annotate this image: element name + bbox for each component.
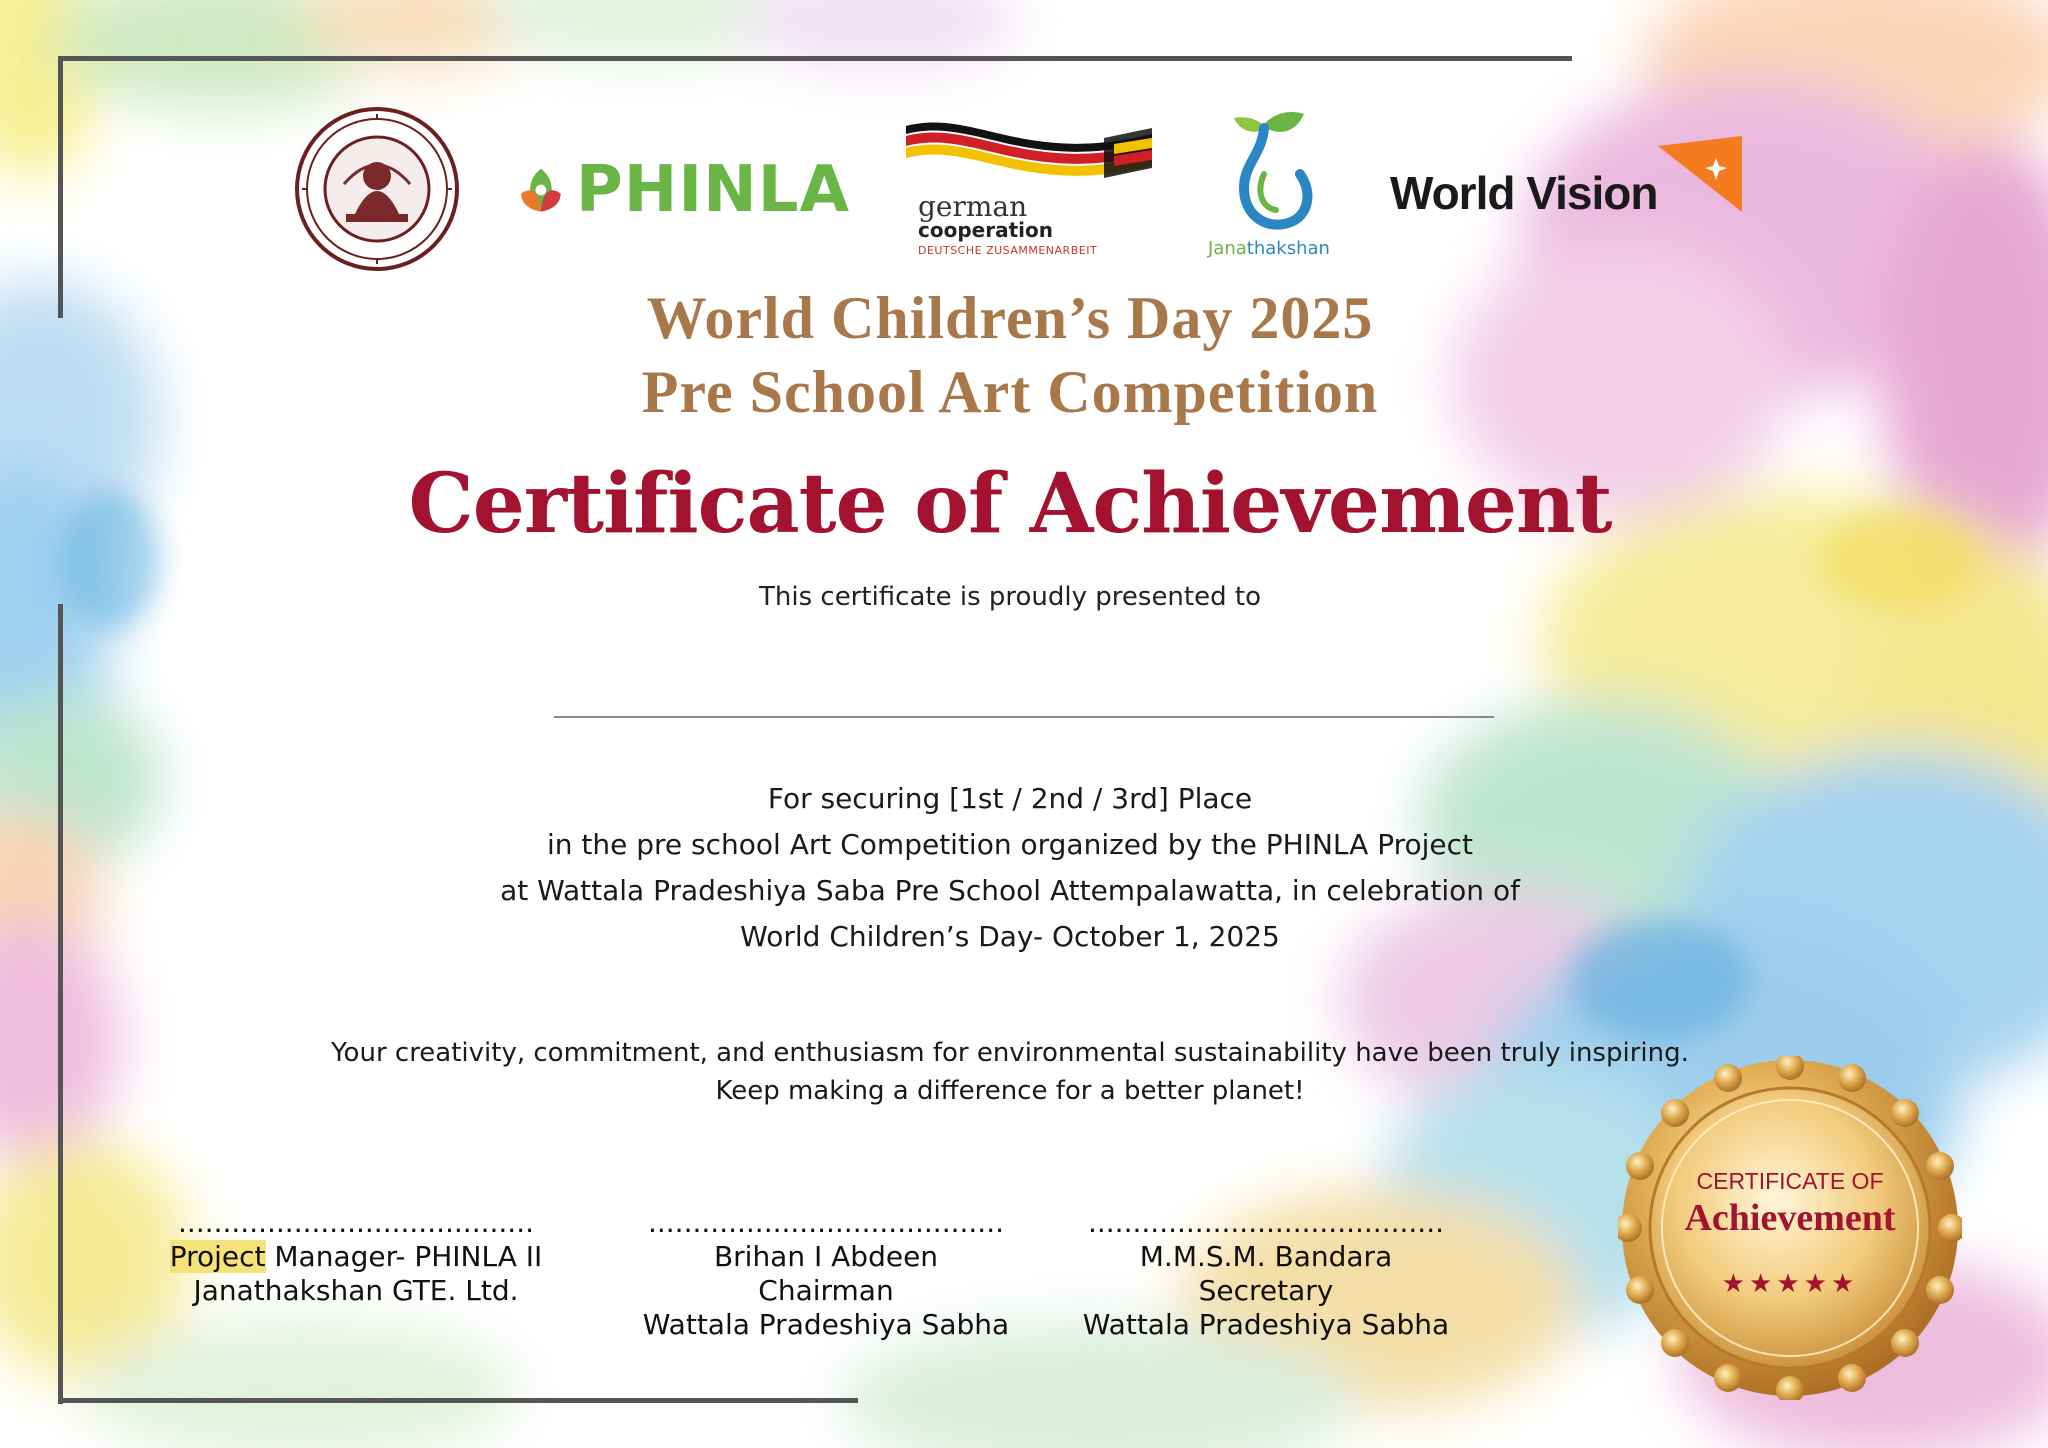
signatory-organization: Janathakshan GTE. Ltd. xyxy=(193,1274,519,1307)
signatory-role: Secretary xyxy=(1198,1274,1334,1307)
german-flag-ribbon-icon xyxy=(904,114,1154,194)
signatory-role: Chairman xyxy=(758,1274,894,1307)
description-line-1: For securing [1st / 2nd / 3rd] Place xyxy=(767,782,1253,815)
signature-block-secretary xyxy=(1066,1206,1466,1342)
frame-left-line-lower xyxy=(58,604,63,1404)
signatory-name: M.M.S.M. Bandara xyxy=(1139,1240,1393,1273)
signatory-name: Brihan I Abdeen xyxy=(713,1240,939,1273)
badge-stars: ★★★★★ xyxy=(1721,1268,1859,1298)
german-logo-line3: DEUTSCHE ZUSAMMENARBEIT xyxy=(918,244,1098,257)
pradeshiya-sabha-seal-logo xyxy=(294,106,460,272)
janathakshan-logo xyxy=(1204,104,1344,264)
german-logo-line1: german xyxy=(918,190,1028,223)
german-logo-line2: cooperation xyxy=(918,218,1053,242)
frame-left-line-upper xyxy=(58,56,63,318)
world-vision-logo xyxy=(1390,136,1750,219)
badge-line-2: Achievement xyxy=(1684,1197,1896,1239)
quote-line-1: Your creativity, commitment, and enthusiasm for environmental sustainability have been truly inspiring. xyxy=(331,1038,1689,1068)
achievement-badge xyxy=(1618,1056,1962,1400)
signatory-organization: Wattala Pradeshiya Sabha xyxy=(642,1308,1010,1341)
competition-title: Pre School Art Competition xyxy=(641,359,1379,425)
phinla-logo-text: PHINLA xyxy=(575,153,850,227)
world-vision-star-icon xyxy=(1658,136,1750,216)
signature-dots: ........................................ xyxy=(177,1206,534,1239)
world-vision-logo-text: World Vision xyxy=(1390,167,1658,219)
signatory-role: Project Manager- PHINLA II xyxy=(169,1240,543,1273)
frame-top-line xyxy=(58,56,1572,61)
description-line-4: World Children’s Day- October 1, 2025 xyxy=(740,920,1280,953)
certificate-title: Certificate of Achievement xyxy=(408,456,1612,552)
phinla-leaf-icon xyxy=(514,160,568,220)
signature-dots: ........................................ xyxy=(1087,1206,1444,1239)
badge-line-1: CERTIFICATE OF xyxy=(1696,1168,1884,1194)
janathakshan-logo-text: Janathakshan xyxy=(1208,238,1330,259)
janathakshan-sprout-icon xyxy=(1204,104,1344,234)
signature-dots: ........................................ xyxy=(647,1206,1004,1239)
german-cooperation-logo xyxy=(904,114,1154,260)
signatory-organization: Wattala Pradeshiya Sabha xyxy=(1082,1308,1450,1341)
achievement-description xyxy=(0,776,2020,960)
description-line-3: at Wattala Pradeshiya Saba Pre School Attempalawatta, in celebration of xyxy=(500,874,1520,907)
quote-line-2: Keep making a difference for a better planet! xyxy=(715,1076,1305,1106)
signature-block-project-manager xyxy=(146,1206,566,1308)
phinla-logo xyxy=(514,150,850,230)
event-title: World Children’s Day 2025 xyxy=(646,285,1374,351)
recipient-name-line[interactable] xyxy=(554,716,1494,718)
description-line-2: in the pre school Art Competition organized by the PHINLA Project xyxy=(546,828,1474,861)
frame-bottom-line xyxy=(58,1398,858,1403)
signature-block-chairman xyxy=(626,1206,1026,1342)
presented-to-text: This certificate is proudly presented to xyxy=(759,582,1261,612)
